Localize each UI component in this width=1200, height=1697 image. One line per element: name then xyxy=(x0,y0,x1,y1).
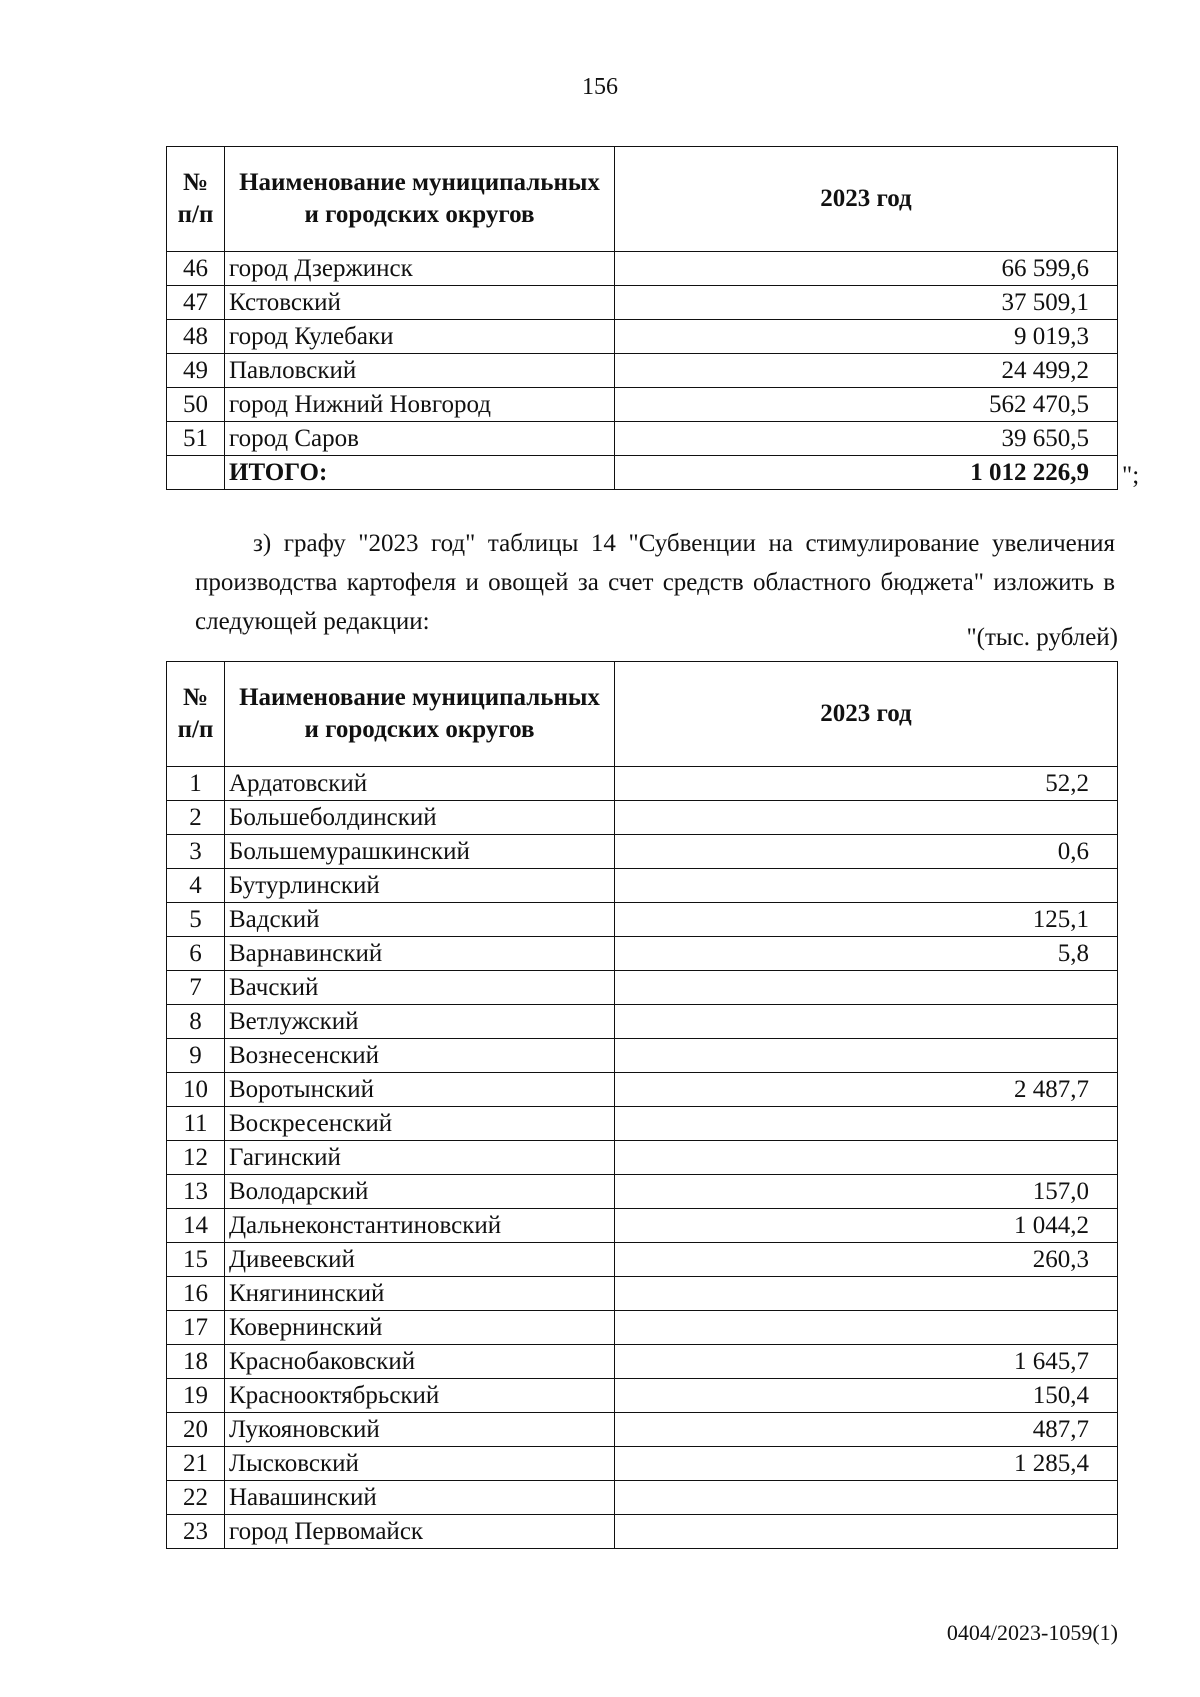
row-name: Вознесенский xyxy=(225,1039,615,1073)
row-name: Гагинский xyxy=(225,1141,615,1175)
row-value xyxy=(615,1107,1118,1141)
row-number: 19 xyxy=(167,1379,225,1413)
row-name: Павловский xyxy=(225,354,615,388)
row-value xyxy=(615,1515,1118,1549)
row-name: Большемурашкинский xyxy=(225,835,615,869)
row-name: Лысковский xyxy=(225,1447,615,1481)
table-row xyxy=(167,286,1118,320)
row-name: Воротынский xyxy=(225,1073,615,1107)
page-number: 156 xyxy=(582,74,618,100)
row-name: Дальнеконстантиновский xyxy=(225,1209,615,1243)
row-value xyxy=(615,1005,1118,1039)
row-number: 46 xyxy=(167,252,225,286)
row-value: 1 285,4 xyxy=(615,1447,1118,1481)
table-row xyxy=(167,354,1118,388)
header-year: 2023 год xyxy=(615,662,1118,767)
table-row xyxy=(167,869,1118,903)
row-name: город Нижний Новгород xyxy=(225,388,615,422)
row-value xyxy=(615,1141,1118,1175)
header-num: № п/п xyxy=(167,147,225,252)
table-row xyxy=(167,1243,1118,1277)
table-row xyxy=(167,1515,1118,1549)
row-name: Володарский xyxy=(225,1175,615,1209)
row-name: город Кулебаки xyxy=(225,320,615,354)
table-row xyxy=(167,835,1118,869)
table-row xyxy=(167,903,1118,937)
row-number: 50 xyxy=(167,388,225,422)
table-1-header-row xyxy=(167,147,1118,252)
row-value xyxy=(615,971,1118,1005)
row-value xyxy=(615,801,1118,835)
row-number: 22 xyxy=(167,1481,225,1515)
table-row xyxy=(167,937,1118,971)
row-value: 562 470,5 xyxy=(615,388,1118,422)
row-number: 21 xyxy=(167,1447,225,1481)
row-number: 51 xyxy=(167,422,225,456)
table-row xyxy=(167,767,1118,801)
row-value: 260,3 xyxy=(615,1243,1118,1277)
row-number: 16 xyxy=(167,1277,225,1311)
row-value xyxy=(615,869,1118,903)
table-row xyxy=(167,1277,1118,1311)
header-year: 2023 год xyxy=(615,147,1118,252)
row-value xyxy=(615,1039,1118,1073)
row-number: 18 xyxy=(167,1345,225,1379)
row-number: 5 xyxy=(167,903,225,937)
row-value xyxy=(615,1311,1118,1345)
row-value xyxy=(615,1481,1118,1515)
table-1 xyxy=(166,146,1118,490)
row-name: Ковернинский xyxy=(225,1311,615,1345)
closing-quote: "; xyxy=(1122,462,1140,489)
row-number: 10 xyxy=(167,1073,225,1107)
row-name: Варнавинский xyxy=(225,937,615,971)
total-value: 1 012 226,9 xyxy=(615,456,1118,490)
table-row xyxy=(167,971,1118,1005)
total-num-cell xyxy=(167,456,225,490)
header-num: № п/п xyxy=(167,662,225,767)
row-number: 23 xyxy=(167,1515,225,1549)
row-number: 2 xyxy=(167,801,225,835)
row-value: 125,1 xyxy=(615,903,1118,937)
row-number: 20 xyxy=(167,1413,225,1447)
row-name: Вачский xyxy=(225,971,615,1005)
table-row xyxy=(167,1005,1118,1039)
table-row xyxy=(167,1141,1118,1175)
table-row xyxy=(167,801,1118,835)
row-value: 157,0 xyxy=(615,1175,1118,1209)
table-row xyxy=(167,1311,1118,1345)
row-value: 66 599,6 xyxy=(615,252,1118,286)
row-value: 487,7 xyxy=(615,1413,1118,1447)
table-row xyxy=(167,252,1118,286)
row-number: 8 xyxy=(167,1005,225,1039)
row-name: город Саров xyxy=(225,422,615,456)
document-code: 0404/2023-1059(1) xyxy=(946,1620,1118,1645)
table-row xyxy=(167,1107,1118,1141)
row-name: Ардатовский xyxy=(225,767,615,801)
total-label: ИТОГО: xyxy=(225,456,615,490)
row-value: 9 019,3 xyxy=(615,320,1118,354)
row-value: 24 499,2 xyxy=(615,354,1118,388)
row-number: 14 xyxy=(167,1209,225,1243)
amendment-text: з) графу "2023 год" таблицы 14 "Субвенции на стимулирование увеличения производства картофеля и овощей за счет средств областного бюджета" изложить в следующей редакции: xyxy=(195,530,1115,635)
table-row xyxy=(167,1039,1118,1073)
row-number: 17 xyxy=(167,1311,225,1345)
table-row xyxy=(167,388,1118,422)
header-name: Наименование муниципальных и городских округов xyxy=(225,147,615,252)
row-number: 49 xyxy=(167,354,225,388)
row-number: 4 xyxy=(167,869,225,903)
table-row xyxy=(167,320,1118,354)
row-name: Ветлужский xyxy=(225,1005,615,1039)
units-label: "(тыс. рублей) xyxy=(966,624,1118,651)
row-number: 13 xyxy=(167,1175,225,1209)
row-number: 47 xyxy=(167,286,225,320)
table-row xyxy=(167,1175,1118,1209)
row-name: Краснобаковский xyxy=(225,1345,615,1379)
row-value: 150,4 xyxy=(615,1379,1118,1413)
row-name: Кстовский xyxy=(225,286,615,320)
row-number: 12 xyxy=(167,1141,225,1175)
row-number: 9 xyxy=(167,1039,225,1073)
row-value: 1 645,7 xyxy=(615,1345,1118,1379)
table-row xyxy=(167,1481,1118,1515)
row-value: 5,8 xyxy=(615,937,1118,971)
row-value: 39 650,5 xyxy=(615,422,1118,456)
row-number: 11 xyxy=(167,1107,225,1141)
row-name: Воскресенский xyxy=(225,1107,615,1141)
row-name: Навашинский xyxy=(225,1481,615,1515)
header-name: Наименование муниципальных и городских округов xyxy=(225,662,615,767)
row-value: 52,2 xyxy=(615,767,1118,801)
row-number: 3 xyxy=(167,835,225,869)
row-number: 6 xyxy=(167,937,225,971)
row-number: 15 xyxy=(167,1243,225,1277)
table-row xyxy=(167,1345,1118,1379)
row-number: 48 xyxy=(167,320,225,354)
table-row xyxy=(167,422,1118,456)
row-value: 2 487,7 xyxy=(615,1073,1118,1107)
row-value xyxy=(615,1277,1118,1311)
table-row xyxy=(167,1379,1118,1413)
table-2 xyxy=(166,661,1118,1549)
table-row xyxy=(167,1209,1118,1243)
row-name: Краснооктябрьский xyxy=(225,1379,615,1413)
row-name: Бутурлинский xyxy=(225,869,615,903)
row-name: Большеболдинский xyxy=(225,801,615,835)
row-name: Дивеевский xyxy=(225,1243,615,1277)
row-name: Княгининский xyxy=(225,1277,615,1311)
row-name: Лукояновский xyxy=(225,1413,615,1447)
row-value: 0,6 xyxy=(615,835,1118,869)
row-number: 1 xyxy=(167,767,225,801)
row-name: Вадский xyxy=(225,903,615,937)
row-name: город Первомайск xyxy=(225,1515,615,1549)
table-row xyxy=(167,1447,1118,1481)
row-value: 1 044,2 xyxy=(615,1209,1118,1243)
table-2-header-row xyxy=(167,662,1118,767)
row-name: город Дзержинск xyxy=(225,252,615,286)
row-value: 37 509,1 xyxy=(615,286,1118,320)
total-row xyxy=(167,456,1118,490)
row-number: 7 xyxy=(167,971,225,1005)
table-row xyxy=(167,1073,1118,1107)
table-row xyxy=(167,1413,1118,1447)
